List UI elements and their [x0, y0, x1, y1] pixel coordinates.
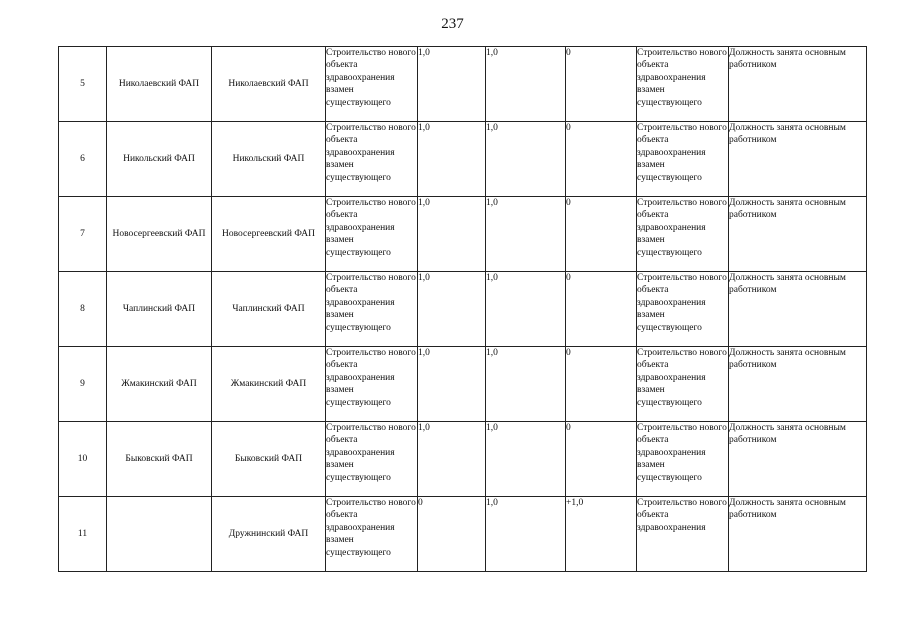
- value-current: 1,0: [418, 422, 486, 497]
- staffing-status: Должность занята основным работником: [729, 347, 867, 422]
- value-planned: 1,0: [486, 122, 566, 197]
- value-change: 0: [566, 347, 637, 422]
- value-change: 0: [566, 47, 637, 122]
- table-row: [59, 497, 867, 572]
- existing-facility-name: Новосергеевский ФАП: [107, 197, 212, 272]
- planned-action: Строительство нового объекта здравоохранения взамен существующего: [326, 347, 418, 422]
- row-number: 8: [59, 272, 107, 347]
- value-planned: 1,0: [486, 347, 566, 422]
- table-row: [59, 122, 867, 197]
- value-change: +1,0: [566, 497, 637, 572]
- staffing-status: Должность занята основным работником: [729, 272, 867, 347]
- row-number: 6: [59, 122, 107, 197]
- existing-facility-name: Быковский ФАП: [107, 422, 212, 497]
- value-planned: 1,0: [486, 47, 566, 122]
- staffing-status: Должность занята основным работником: [729, 422, 867, 497]
- table-body: [59, 47, 867, 572]
- planned-action: Строительство нового объекта здравоохранения взамен существующего: [326, 422, 418, 497]
- value-planned: 1,0: [486, 272, 566, 347]
- row-number: 5: [59, 47, 107, 122]
- value-current: 1,0: [418, 197, 486, 272]
- planned-facility-name: Новосергеевский ФАП: [212, 197, 326, 272]
- construction-note: Строительство нового объекта здравоохранения: [637, 497, 729, 572]
- construction-note: Строительство нового объекта здравоохранения взамен существующего: [637, 47, 729, 122]
- existing-facility-name: Чаплинский ФАП: [107, 272, 212, 347]
- existing-facility-name: Николаевский ФАП: [107, 47, 212, 122]
- construction-note: Строительство нового объекта здравоохранения взамен существующего: [637, 272, 729, 347]
- value-change: 0: [566, 422, 637, 497]
- value-planned: 1,0: [486, 422, 566, 497]
- table-row: [59, 347, 867, 422]
- planned-action: Строительство нового объекта здравоохранения взамен существующего: [326, 497, 418, 572]
- construction-note: Строительство нового объекта здравоохранения взамен существующего: [637, 197, 729, 272]
- existing-facility-name: Жмакинский ФАП: [107, 347, 212, 422]
- row-number: 7: [59, 197, 107, 272]
- table-row: [59, 272, 867, 347]
- facilities-table: [58, 46, 867, 572]
- planned-facility-name: Никольский ФАП: [212, 122, 326, 197]
- table-row: [59, 422, 867, 497]
- table-row: [59, 197, 867, 272]
- staffing-status: Должность занята основным работником: [729, 122, 867, 197]
- planned-action: Строительство нового объекта здравоохранения взамен существующего: [326, 122, 418, 197]
- planned-facility-name: Дружнинский ФАП: [212, 497, 326, 572]
- row-number: 11: [59, 497, 107, 572]
- value-planned: 1,0: [486, 197, 566, 272]
- planned-facility-name: Жмакинский ФАП: [212, 347, 326, 422]
- planned-action: Строительство нового объекта здравоохранения взамен существующего: [326, 197, 418, 272]
- row-number: 9: [59, 347, 107, 422]
- construction-note: Строительство нового объекта здравоохранения взамен существующего: [637, 122, 729, 197]
- table-row: [59, 47, 867, 122]
- value-change: 0: [566, 122, 637, 197]
- planned-action: Строительство нового объекта здравоохранения взамен существующего: [326, 272, 418, 347]
- value-current: 1,0: [418, 47, 486, 122]
- value-current: 1,0: [418, 122, 486, 197]
- existing-facility-name: [107, 497, 212, 572]
- value-current: 0: [418, 497, 486, 572]
- value-current: 1,0: [418, 347, 486, 422]
- planned-action: Строительство нового объекта здравоохранения взамен существующего: [326, 47, 418, 122]
- value-change: 0: [566, 197, 637, 272]
- existing-facility-name: Никольский ФАП: [107, 122, 212, 197]
- staffing-status: Должность занята основным работником: [729, 47, 867, 122]
- planned-facility-name: Чаплинский ФАП: [212, 272, 326, 347]
- value-planned: 1,0: [486, 497, 566, 572]
- staffing-status: Должность занята основным работником: [729, 197, 867, 272]
- planned-facility-name: Николаевский ФАП: [212, 47, 326, 122]
- row-number: 10: [59, 422, 107, 497]
- staffing-status: Должность занята основным работником: [729, 497, 867, 572]
- page-number: 237: [441, 16, 464, 32]
- value-change: 0: [566, 272, 637, 347]
- construction-note: Строительство нового объекта здравоохранения взамен существующего: [637, 347, 729, 422]
- planned-facility-name: Быковский ФАП: [212, 422, 326, 497]
- value-current: 1,0: [418, 272, 486, 347]
- construction-note: Строительство нового объекта здравоохранения взамен существующего: [637, 422, 729, 497]
